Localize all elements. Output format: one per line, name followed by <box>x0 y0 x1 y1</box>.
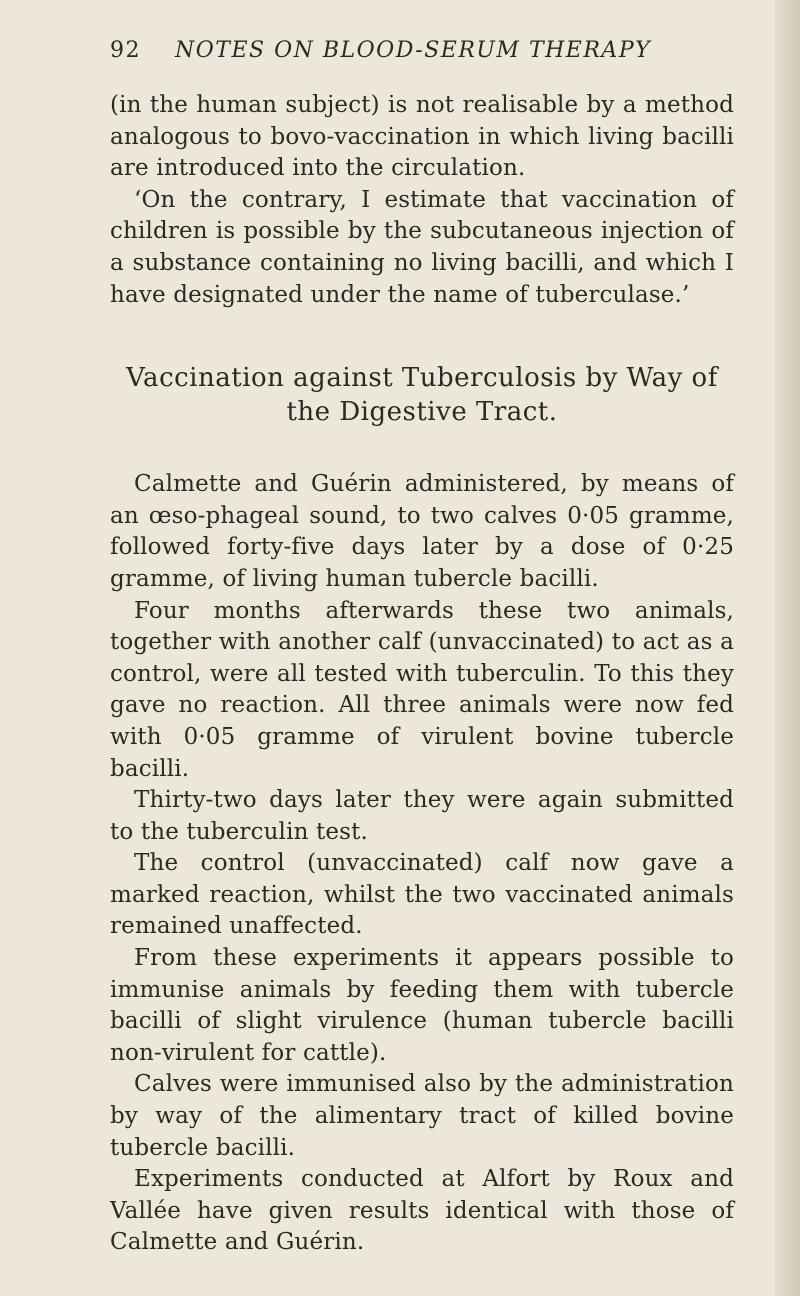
paragraph: (in the human subject) is not realisable by a method analogous to bovo-vaccination in which living bacilli are introduced into the circulation. <box>110 92 734 182</box>
running-header <box>110 38 710 63</box>
page-edge <box>774 0 800 1296</box>
paragraph: ‘On the contrary, I estimate that vaccination of children is possible by the subcutaneous injection of a substance containing no living bacilli, and which I have designated under the name of tuberculase.’ <box>110 186 734 308</box>
section-heading-line: Vaccination against Tuberculosis by Way of <box>126 363 718 394</box>
paragraph: Thirty-two days later they were again submitted to the tuberculin test. <box>110 787 734 845</box>
paragraph: Calves were immunised also by the administration by way of the alimentary tract of killed bovine tubercle bacilli. <box>110 1071 734 1161</box>
paragraph: From these experiments it appears possible to immunise animals by feeding them with tubercle bacilli of slight virulence (human tubercle bacilli non-virulent for cattle). <box>110 945 734 1066</box>
body-text <box>110 90 734 1259</box>
running-title: NOTES ON BLOOD-SERUM THERAPY <box>175 38 652 63</box>
paragraph: The control (unvaccinated) calf now gave a marked reaction, whilst the two vaccinated animals remained unaffected. <box>110 850 734 940</box>
page-number: 92 <box>110 38 141 63</box>
paragraph: Calmette and Guérin administered, by means of an œso-phageal sound, to two calves 0·05 gramme, followed forty-five days later by a dose of 0·25 gramme, of living human tubercle bacilli. <box>110 471 734 592</box>
section-heading <box>110 361 734 429</box>
paragraph: Four months afterwards these two animals, together with another calf (unvaccinated) to act as a control, were all tested with tuberculin. To this they gave no reaction. All three animals were now fed with 0·05 gramme of virulent bovine tubercle bacilli. <box>110 597 734 782</box>
section-heading-line: the Digestive Tract. <box>286 397 558 428</box>
paragraph: Experiments conducted at Alfort by Roux and Vallée have given results identical with those of Calmette and Guérin. <box>110 1166 734 1256</box>
